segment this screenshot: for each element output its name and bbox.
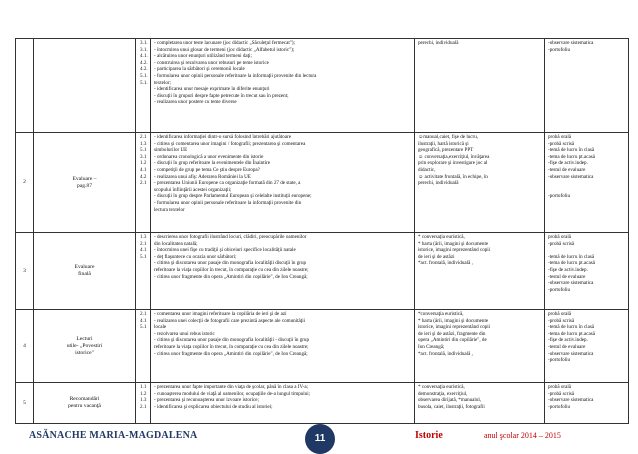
unit-title-line: Lecturi: [76, 335, 93, 342]
table-row: [16, 383, 629, 424]
learning-activities: [151, 133, 415, 233]
competency-code: 4.2.: [140, 59, 148, 66]
competency-code: 5.1: [140, 253, 147, 260]
unit-title-line: utile- „Povestiri: [66, 342, 103, 349]
activity-line: - prezentarea şi recunoaşterea unor izvoare istorice;: [154, 397, 259, 404]
resource-line: de ieri şi de astăzi: [418, 253, 455, 260]
activity-line: din localitatea natală;: [154, 240, 198, 247]
competency-code: 4.2: [140, 173, 147, 180]
competency-code: 5.1: [140, 324, 147, 331]
competency-code: 1.3: [140, 140, 147, 147]
evaluation-line: -fişe de activ.indep.: [548, 337, 588, 344]
activity-line: - cunoaşterea modului de viaţă al oamenilor, ocupaţiile de-a lungul timpului;: [154, 390, 311, 397]
activity-line: - citirea unor fragmente din opera „Amintiri din copilărie", de Ion Creangă;: [154, 350, 308, 357]
unit-title-line: Recomandări: [69, 396, 100, 402]
competency-code: 5.1: [140, 147, 147, 154]
evaluation-line: -probă scrisă: [548, 240, 575, 247]
activity-line: - completarea unor teste lacunare (joc didactic „Săculeţul fermecat");: [154, 40, 295, 46]
resource-line: * conversaţia euristică,: [418, 384, 465, 390]
learning-activities: [151, 310, 415, 383]
resource-line: *act. frontală, individuală ,: [418, 260, 473, 267]
evaluation-line: -probă scrisă: [548, 390, 575, 397]
unit-title-line: finală: [78, 271, 91, 277]
competency-code: 5.1.: [140, 79, 148, 86]
activity-line: - realizarea unui afiş: Aderarea României la UE: [154, 173, 251, 180]
competency-code: 2.1: [140, 311, 147, 317]
evaluation-line: -testul de evaluare: [548, 166, 586, 173]
subject-label: Istorie: [415, 430, 443, 441]
competency-code: [140, 351, 147, 358]
activity-line: - ordonarea cronologică a unor evenimente din istorie: [154, 153, 264, 160]
activity-line: simbolurilor UE: [154, 147, 188, 154]
activity-line: scopului înfiinţării acestei organizaţii;: [154, 186, 232, 193]
unit-number: 5: [16, 383, 34, 424]
activity-line: - prezentarea Uniunii Europene ca organizaţie formată din 27 de state, a: [154, 180, 301, 187]
competency-code: 4.1: [140, 166, 147, 173]
evaluation-line: probă orală: [548, 311, 572, 317]
resources: [415, 133, 545, 233]
resource-line: perechi, individuală: [418, 180, 459, 187]
resource-line: istorice, imagini reprezentând copii: [418, 247, 491, 254]
activity-line: - formularea unor opinii personale referitoare la informaţii provenite din: [154, 199, 302, 206]
activity-line: textelor;: [154, 79, 171, 86]
curriculum-table-body: [16, 39, 629, 424]
resource-line: observarea dirijată, *manualul,: [418, 397, 482, 404]
evaluation-line: -tema de lucru pt.acasă: [548, 153, 595, 160]
competency-code: 3.1: [140, 153, 147, 160]
unit-title-line: pentru vacanţă: [68, 403, 101, 409]
activity-line: - identificarea informaţiei dintr-o sursă folosind întrebări ajutătoare: [154, 134, 291, 140]
unit-title: [34, 310, 136, 383]
activity-line: - competiţii de grup pe tema Ce ştiu despre Europa?: [154, 166, 260, 173]
activity-line: - citirea unor fragmente din opera „Amintiri din copilărie", de Ion Creangă;: [154, 273, 308, 280]
unit-title: [34, 133, 136, 233]
activity-line: - discuţii în grup referitoare la evenimentele din Înaintire: [154, 160, 270, 167]
evaluation-line: -temă de lucru în clasă: [548, 324, 595, 331]
competency-code: [140, 331, 147, 338]
evaluation-line: [548, 180, 625, 187]
competency-code: 4.2.: [140, 66, 148, 73]
activity-line: - descrierea unor fotografii ilustrând locuri, clădiri, preocupările oamenilor: [154, 234, 307, 240]
evaluation-line: [548, 247, 625, 254]
resource-line: de ieri şi de astăzi, fragmente din: [418, 330, 486, 337]
page-number-badge: 11: [305, 424, 335, 454]
unit-title: [34, 383, 136, 424]
competency-code: [140, 337, 147, 344]
table-row: [16, 133, 629, 233]
unit-title: [34, 233, 136, 310]
competency-code: 2.1: [140, 403, 147, 410]
resource-line: ilustraţii, hartă istorică şi: [418, 140, 469, 147]
evaluation-line: probă orală: [548, 134, 572, 140]
activity-line: - citirea şi comentarea unor imagini / fotografii; prezentarea şi comentarea: [154, 140, 306, 147]
activity-line: - alcătuirea unor enunţuri utilizând termeni daţi;: [154, 53, 252, 60]
table-row: [16, 310, 629, 383]
evaluation-line: -portofoliu: [548, 46, 571, 53]
evaluation-methods: [545, 233, 629, 310]
resource-line: ☺manual,caiet, fişe de lucru,: [418, 134, 479, 140]
activity-line: - discuţii în grup despre Parlamentul European şi celelalte instituţii europene;: [154, 193, 312, 200]
competency-code: [140, 274, 147, 281]
evaluation-line: -tema de lucru pt.acasă: [548, 330, 595, 337]
evaluation-methods: [545, 383, 629, 424]
competency-code: 4.1: [140, 247, 147, 254]
competency-code: 1.2: [140, 160, 147, 167]
resources: [415, 233, 545, 310]
resource-line: * harta (ării, imagini şi documente: [418, 240, 489, 247]
resource-line: perechi, individuală: [418, 40, 459, 46]
evaluation-line: probă orală: [548, 384, 572, 390]
resources: [415, 310, 545, 383]
evaluation-line: -fişe de activ.indep.: [548, 266, 588, 273]
unit-number: 2: [16, 133, 34, 233]
competency-code: 3.1.: [140, 40, 148, 46]
evaluation-methods: [545, 310, 629, 383]
resource-line: opera „Amintiri din copilărie", de: [418, 337, 487, 344]
competency-code: [140, 280, 147, 287]
resource-line: ☺ conversaţia,exerciţiul, învăţarea: [418, 153, 490, 160]
competency-codes: [136, 383, 151, 424]
activity-line: - prezentarea unor fapte importante din viaţa de şcolar, până în clasa a IV-a;: [154, 384, 309, 390]
competency-code: 1.3: [140, 234, 147, 240]
table-row: [16, 39, 629, 133]
activity-line: - citirea şi discutarea unor pasaje din monografia localităţii - discuţii în grup: [154, 337, 310, 344]
resource-line: Ion Creangă;: [418, 343, 445, 350]
unit-title-line: istorice": [75, 349, 94, 356]
competency-code: 1.3: [140, 397, 147, 404]
activity-line: - rezolvarea unui rebus istoric: [154, 330, 215, 337]
resource-line: prin explorare şi investigare joc al: [418, 160, 488, 167]
competency-code: 2.1: [140, 240, 147, 247]
activity-line: - deţ flaşuntece cu ocazia unor sărbători;: [154, 253, 237, 260]
competency-code: 1.1: [140, 384, 147, 390]
unit-title-line: Evaluare –: [72, 175, 97, 182]
activity-line: - construirea şi rezolvarea unor rebusuri pe teme istorice: [154, 59, 269, 66]
competency-code: 2.1: [140, 180, 147, 187]
resource-line: busola, caiet, ilustraţii, fotografii: [418, 403, 485, 410]
resource-line: *conversaţia euristică,: [418, 311, 464, 317]
competency-codes: [136, 39, 151, 133]
school-year: anul şcolar 2014 – 2015: [484, 431, 561, 440]
learning-activities: [151, 233, 415, 310]
activity-line: referitoare la viaţa copiilor în trecut, în comparaţie cu cea din zilele noastre;: [154, 343, 309, 350]
unit-title-line: Evaluare: [74, 264, 95, 270]
unit-number: 4: [16, 310, 34, 383]
resource-line: ☺ activitate frontală, în echipe, în: [418, 173, 488, 180]
activity-line: locale: [154, 324, 167, 331]
competency-code: 5.1.: [140, 72, 148, 79]
evaluation-line: -observare sistematica: [548, 173, 594, 180]
activity-line: - identificarea unor mesaje exprimate în diferite enunţuri: [154, 86, 270, 93]
activity-line: - întocmirea unui glosar de termeni (joc didactic „Alfabetul istoric");: [154, 46, 295, 53]
activity-line: - citirea şi discutarea unor pasaje din monografia localităţii discuţii în grup: [154, 260, 307, 267]
evaluation-line: -observare sistematica: [548, 397, 594, 404]
evaluation-line: -testul de evaluare: [548, 343, 586, 350]
page-footer: [0, 423, 638, 452]
activity-line: lectura textelor: [154, 206, 185, 213]
evaluation-methods: [545, 39, 629, 133]
table-row: [16, 233, 629, 310]
learning-activities: [151, 39, 415, 133]
author-name: ASĂNACHE MARIA-MAGDALENA: [29, 430, 198, 441]
evaluation-line: -probă scrisă: [548, 140, 575, 147]
evaluation-methods: [545, 133, 629, 233]
activity-line: - realizarea unei colecţii de fotografii care prezintă aspecte ale comunităţii: [154, 317, 306, 324]
resource-line: demonstraţia, exerciţiul,: [418, 390, 468, 397]
competency-code: 2.1: [140, 134, 147, 140]
learning-activities: [151, 383, 415, 424]
resources: [415, 39, 545, 133]
unit-title: [34, 39, 136, 133]
competency-code: 1.2: [140, 390, 147, 397]
resource-line: * harta (ării, imagini şi documente: [418, 317, 489, 324]
resource-line: istorice, imagini reprezentând copii: [418, 324, 491, 331]
resource-line: geografică, prezentare PPT: [418, 147, 474, 154]
evaluation-line: -portofoliu: [548, 403, 571, 410]
activity-line: referitoare la viaţa copiilor în trecut, în comparaţie cu cea din zilele noastre;: [154, 266, 309, 273]
curriculum-table: [15, 38, 629, 424]
evaluation-line: -observare sistematica: [548, 40, 594, 46]
evaluation-line: probă orală: [548, 234, 572, 240]
competency-codes: [136, 310, 151, 383]
evaluation-line: -portofoliu: [548, 193, 571, 200]
resource-line: didactic,: [418, 166, 436, 173]
unit-number: [16, 39, 34, 133]
resource-line: *act. frontală, individuală ,: [418, 350, 473, 357]
resources: [415, 383, 545, 424]
competency-code: 3.1.: [140, 46, 148, 53]
activity-line: - realizarea unor postere cu teme diverse: [154, 99, 237, 106]
competency-code: [140, 260, 147, 267]
resource-line: * conversaţia euristică,: [418, 234, 465, 240]
unit-number: 3: [16, 233, 34, 310]
evaluation-line: -fişe de activ.indep.: [548, 160, 588, 167]
evaluation-line: -testul de evaluare: [548, 273, 586, 280]
evaluation-line: -observare sistematica: [548, 280, 594, 287]
evaluation-line: -probă scrisă: [548, 317, 575, 324]
activity-line: - întocmirea unei fişe cu tradiţii şi obiceiuri specifice localităţii natale: [154, 247, 296, 254]
activity-line: - identificarea şi explicarea obiectului de studiu al istoriei;: [154, 403, 273, 410]
evaluation-line: -tema de lucru pt.acasă: [548, 260, 595, 267]
evaluation-line: -temă de lucru în clasă: [548, 147, 595, 154]
competency-code: 4.1.: [140, 53, 148, 60]
activity-line: - discuţii în grupuri despre fapte petrecute în trecut sau în prezent;: [154, 92, 289, 99]
evaluation-line: -portofoliu: [548, 357, 571, 364]
competency-code: [140, 267, 147, 274]
evaluation-line: -temă de lucru în clasă: [548, 253, 595, 260]
activity-line: - participarea la sărbători şi ceremonii locale: [154, 66, 245, 73]
unit-title-line: pag.87: [76, 182, 93, 189]
competency-codes: [136, 133, 151, 233]
competency-code: 4.1: [140, 317, 147, 324]
competency-codes: [136, 233, 151, 310]
activity-line: - formularea unor opinii personale referitoare la informaţii provenite din lectura: [154, 72, 317, 79]
evaluation-line: -portofoliu: [548, 286, 571, 293]
competency-code: [140, 344, 147, 351]
evaluation-line: -observare sistematica: [548, 350, 594, 357]
activity-line: - comentarea unor imagini referitoare la copilăria de ieri şi de azi: [154, 311, 287, 317]
